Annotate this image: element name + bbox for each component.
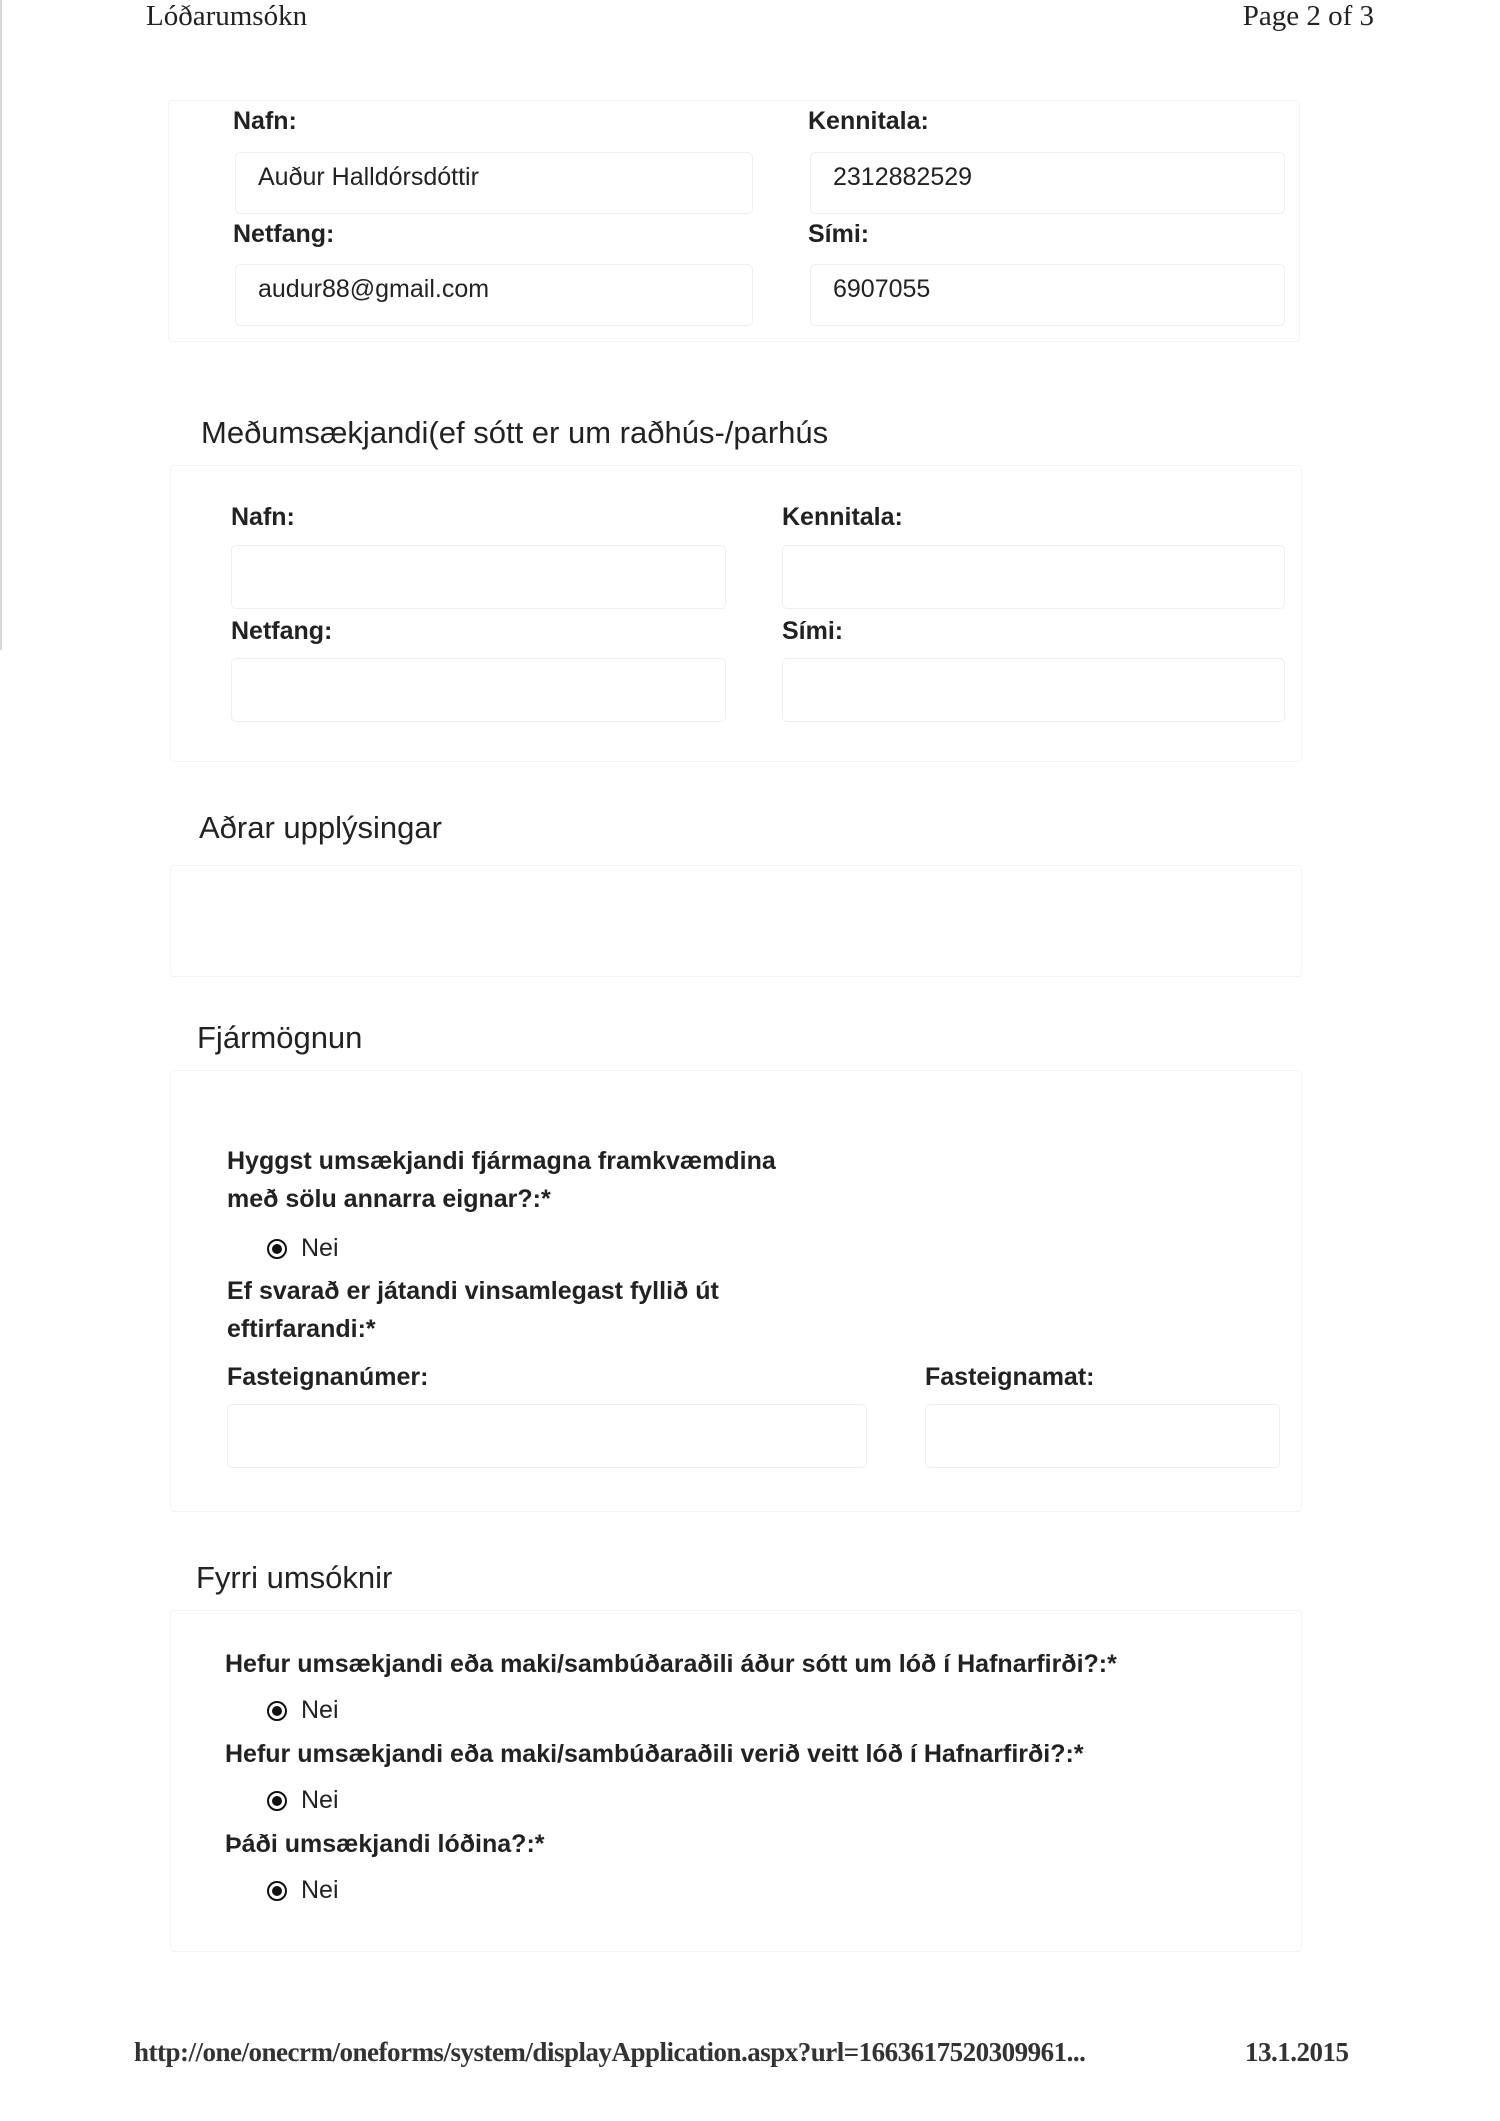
- coapplicant-email-label: Netfang:: [231, 617, 333, 645]
- page-number: Page 2 of 3: [1242, 0, 1374, 32]
- document-title: Lóðarumsókn: [146, 0, 308, 32]
- financing-section-title: Fjármögnun: [197, 1020, 363, 1055]
- applicant-kennitala-field[interactable]: 2312882529: [810, 152, 1285, 214]
- previous-answer-1-label: Nei: [301, 1696, 339, 1724]
- applicant-email-field[interactable]: audur88@gmail.com: [235, 264, 753, 326]
- radio-selected-icon: [267, 1701, 287, 1721]
- other-info-section-title: Aðrar upplýsingar: [199, 810, 442, 845]
- financing-answer-radio[interactable]: [267, 1234, 339, 1263]
- applicant-email-label: Netfang:: [233, 220, 335, 248]
- coapplicant-phone-label: Sími:: [782, 617, 844, 645]
- coapplicant-kennitala-field[interactable]: [782, 545, 1285, 609]
- property-value-field[interactable]: [925, 1404, 1280, 1468]
- previous-answer-1-radio[interactable]: [267, 1696, 339, 1725]
- financing-note-line2: eftirfarandi:*: [227, 1315, 376, 1343]
- coapplicant-kennitala-label: Kennitala:: [782, 503, 903, 531]
- previous-answer-3-radio[interactable]: [267, 1876, 339, 1905]
- financing-note-line1: Ef svarað er játandi vinsamlegast fyllið út: [227, 1277, 719, 1305]
- footer-date: 13.1.2015: [1245, 2037, 1349, 2067]
- applicant-name-label: Nafn:: [233, 107, 297, 135]
- other-info-panel: [170, 865, 1302, 977]
- applicant-phone-label: Sími:: [808, 220, 870, 248]
- previous-question-2: Hefur umsækjandi eða maki/sambúðaraðili verið veitt lóð í Hafnarfirði?:*: [225, 1740, 1084, 1768]
- coapplicant-name-field[interactable]: [231, 545, 726, 609]
- coapplicant-name-label: Nafn:: [231, 503, 295, 531]
- property-value-label: Fasteignamat:: [925, 1363, 1095, 1391]
- coapplicant-phone-field[interactable]: [782, 658, 1285, 722]
- coapplicant-section-title: Meðumsækjandi(ef sótt er um raðhús-/parhús: [201, 415, 829, 450]
- applicant-phone-field[interactable]: 6907055: [810, 264, 1285, 326]
- previous-answer-2-label: Nei: [301, 1786, 339, 1814]
- applicant-name-field[interactable]: Auður Halldórsdóttir: [235, 152, 753, 214]
- financing-question: [227, 1142, 776, 1218]
- financing-question-line1: Hyggst umsækjandi fjármagna framkvæmdina: [227, 1147, 776, 1175]
- previous-question-3: Þáði umsækjandi lóðina?:*: [225, 1830, 545, 1858]
- radio-selected-icon: [267, 1881, 287, 1901]
- radio-selected-icon: [267, 1791, 287, 1811]
- financing-note: [227, 1272, 719, 1348]
- financing-question-line2: með sölu annarra eignar?:*: [227, 1185, 551, 1213]
- applicant-kennitala-label: Kennitala:: [808, 107, 929, 135]
- previous-answer-3-label: Nei: [301, 1876, 339, 1904]
- previous-question-1: Hefur umsækjandi eða maki/sambúðaraðili áður sótt um lóð í Hafnarfirði?:*: [225, 1650, 1117, 1678]
- property-number-field[interactable]: [227, 1404, 867, 1468]
- radio-selected-icon: [267, 1239, 287, 1259]
- coapplicant-email-field[interactable]: [231, 658, 726, 722]
- property-number-label: Fasteignanúmer:: [227, 1363, 429, 1391]
- financing-answer-label: Nei: [301, 1234, 339, 1262]
- previous-answer-2-radio[interactable]: [267, 1786, 339, 1815]
- previous-section-title: Fyrri umsóknir: [196, 1560, 393, 1595]
- footer-url: http://one/onecrm/oneforms/system/displayApplication.aspx?url=1663617520309961...: [134, 2037, 1086, 2067]
- page-edge-line: [0, 0, 2, 650]
